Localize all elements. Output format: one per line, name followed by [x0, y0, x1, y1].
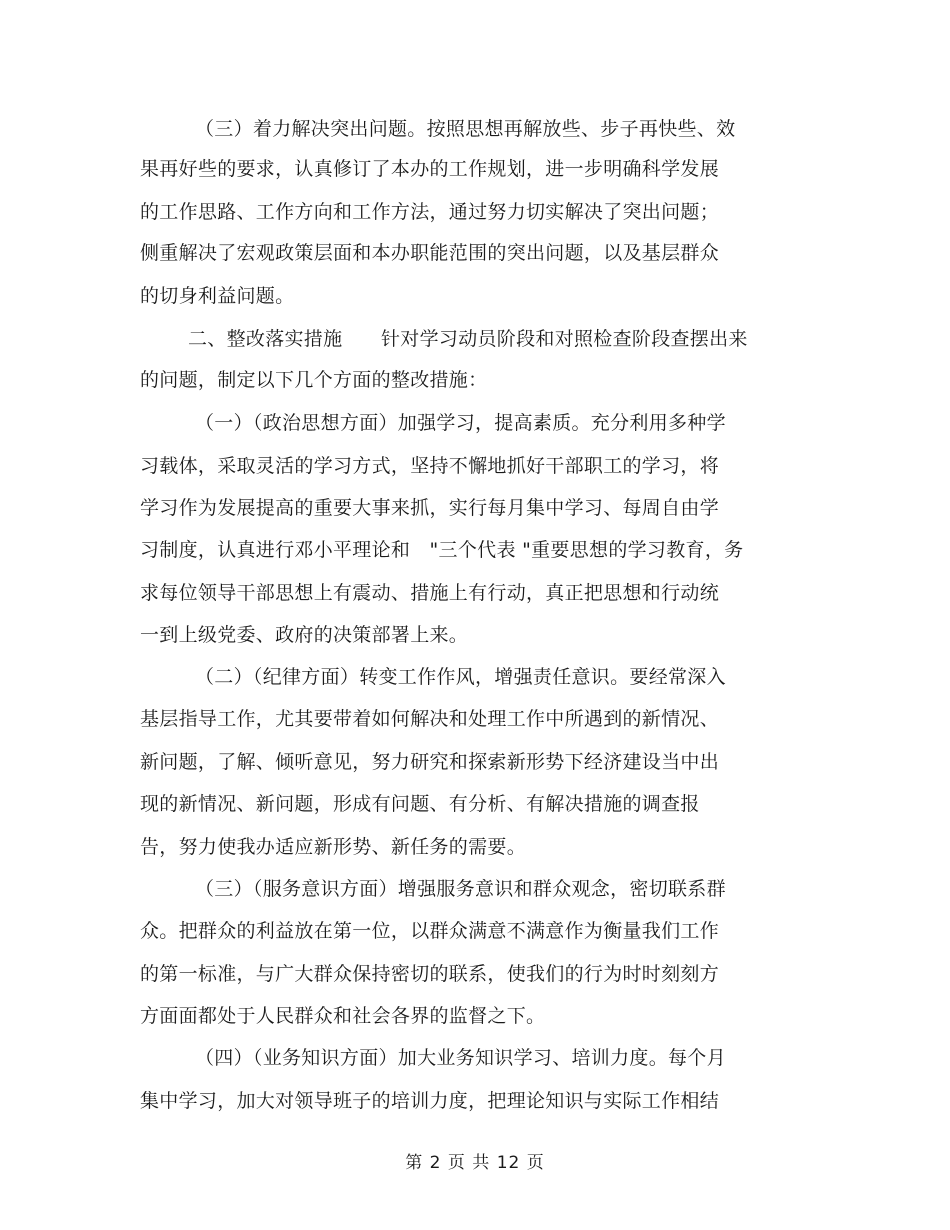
text-line: 集中学习，加大对领导班子的培训力度，把理论知识与实际工作相结: [140, 1090, 720, 1112]
text-line: 一到上级党委、政府的决策部署上来。: [140, 624, 469, 646]
text-line: 学习作为发展提高的重要大事来抓，实行每月集中学习、每周自由学: [140, 497, 720, 519]
text-line: 果再好些的要求，认真修订了本办的工作规划，进一步明确科学发展: [140, 158, 720, 180]
text-line: 方面面都处于人民群众和社会各界的监督之下。: [140, 1005, 546, 1027]
text-line: 侧重解决了宏观政策层面和本办职能范围的突出问题，以及基层群众: [140, 242, 720, 264]
text-line: 的问题，制定以下几个方面的整改措施：: [140, 369, 488, 391]
section-heading-line: 二、整改落实措施 针对学习动员阶段和对照检查阶段查摆出来: [188, 328, 748, 350]
text-line: 现的新情况、新问题，形成有问题、有分析、有解决措施的调查报: [140, 793, 700, 815]
text-line: 的第一标准，与广大群众保持密切的联系，使我们的行为时时刻刻方: [140, 963, 720, 985]
text-line: （二）（纪律方面）转变工作作风，增强责任意识。要经常深入: [195, 666, 726, 688]
text-line: （四）（业务知识方面）加大业务知识学习、培训力度。每个月: [195, 1047, 726, 1069]
text-line: 告，努力使我办适应新形势、新任务的需要。: [140, 836, 527, 858]
text-line: 众。把群众的利益放在第一位，以群众满意不满意作为衡量我们工作: [140, 920, 720, 942]
text-line: （三）（服务意识方面）增强服务意识和群众观念，密切联系群: [195, 878, 726, 900]
text-line: 习载体，采取灵活的学习方式，坚持不懈地抓好干部职工的学习，将: [140, 455, 720, 477]
text-line: 求每位领导干部思想上有震动、措施上有行动，真正把思想和行动统: [140, 582, 720, 604]
text-line: （一）（政治思想方面）加强学习，提高素质。充分利用多种学: [195, 412, 726, 434]
text-line: 新问题，了解、倾听意见，努力研究和探索新形势下经济建设当中出: [140, 751, 720, 773]
text-line: 的切身利益问题。: [140, 285, 295, 307]
text-line: （三）着力解决突出问题。按照思想再解放些、步子再快些、效: [195, 118, 736, 140]
text-line: 的工作思路、工作方向和工作方法，通过努力切实解决了突出问题；: [140, 201, 720, 223]
text-line: 基层指导工作，尤其要带着如何解决和处理工作中所遇到的新情况、: [140, 708, 720, 730]
text-line: 习制度，认真进行邓小平理论和 "三个代表 "重要思想的学习教育，务: [140, 539, 744, 561]
page-number-footer: 第 2 页 共 12 页: [405, 1153, 545, 1173]
